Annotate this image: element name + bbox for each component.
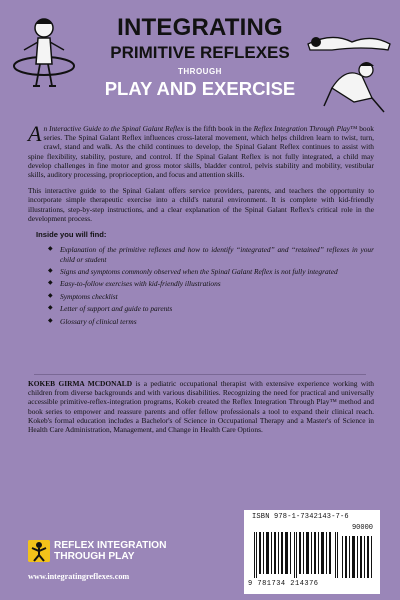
drop-cap: A: [28, 121, 42, 146]
child-figure-icon: [28, 540, 50, 562]
website-url: www.integratingreflexes.com: [28, 572, 130, 581]
logo-line-1: REFLEX INTEGRATION: [54, 540, 167, 551]
book-title-italic: n Interactive Guide to the Spinal Galant Reflex: [43, 124, 184, 133]
title-line-4: PLAY AND EXERCISE: [104, 78, 296, 99]
isbn-text: ISBN 978-1-7342143-7-6: [252, 513, 349, 521]
bullet-item: ◆ Signs and symptoms commonly observed when the Spinal Galant Reflex is not fully integrated: [48, 267, 374, 276]
bullet-item: ◆ Explanation of the primitive reflexes and how to identify “integrated” and “retained” reflexes in your child or student: [48, 245, 374, 264]
description-body: [28, 121, 374, 329]
logo-text: [54, 540, 166, 562]
bullet-item: ◆ Glossary of clinical terms: [48, 317, 374, 326]
bullet-item: ◆ Symptoms checklist: [48, 292, 374, 301]
cover-title-block: [0, 16, 400, 99]
author-name: KOKEB GIRMA MCDONALD: [28, 379, 133, 388]
intro-rest: book series. The Spinal Galant Reflex influences cross-lateral movement, which helps children learn to twist, turn, crawl, stand and walk. As the child continues to develop, the Spinal Galant Reflex continues to assist with spine flexibility, stability, posture, and control. If the Spinal Galant Reflex is not fully integrated, a child may develop challenges in fine motor and gross motor skills, bladder control, pelvis stability and mobility, vestibular skills, auditory processing, proprioception, and focus and attention skills.: [28, 124, 374, 180]
inside-heading: Inside you will find:: [36, 230, 107, 240]
price-bars: [342, 532, 372, 578]
contents-bullet-list: [28, 245, 374, 326]
bullet-item: ◆ Easy-to-follow exercises with kid-friendly illustrations: [48, 279, 374, 288]
section-divider: [34, 374, 366, 375]
publisher-logo: [28, 540, 198, 574]
author-bio-text: is a pediatric occupational therapist with extensive experience working with children from diverse backgrounds and with various disabilities. Recognizing the need for practical and universally accessible primitive-reflex-integration programs, Kokeb created the Reflex Integration Through Play™ method and book series to empower and reassure parents and offer fellow professionals a tool to expand their clinical reach. Kokeb's formal education includes a Bachelor's of Science in Occupational Therapy and a Master's of Science in Health Care Administration, Management, and Change in Health Care Options.: [28, 379, 374, 435]
intro-paragraph: [28, 121, 374, 180]
price-code: 90000: [351, 524, 373, 532]
title-line-2: PRIMITIVE REFLEXES: [110, 43, 290, 62]
series-name-italic: Reflex Integration Through Play™: [253, 124, 358, 133]
isbn-barcode: [244, 510, 380, 594]
ean-digits: 9 781734 214376: [248, 580, 319, 588]
logo-line-2: THROUGH PLAY: [54, 551, 135, 562]
second-paragraph: This interactive guide to the Spinal Galant offers service providers, parents, and teachers the opportunity to incorporate simple therapeutic exercise into a child's natural environment. It is complete with kid-friendly illustrations, step-by-step instructions, and a clear explanation of the Spinal Galant Reflex's critical role in the development process.: [28, 186, 374, 223]
bullet-item: ◆ Letter of support and guide to parents: [48, 304, 374, 313]
title-line-3: THROUGH: [178, 67, 222, 76]
ean-bars: [254, 532, 338, 578]
title-line-1: INTEGRATING: [117, 14, 283, 41]
author-bio: [28, 379, 374, 434]
intro-mid: is the fifth book in the: [183, 124, 254, 133]
